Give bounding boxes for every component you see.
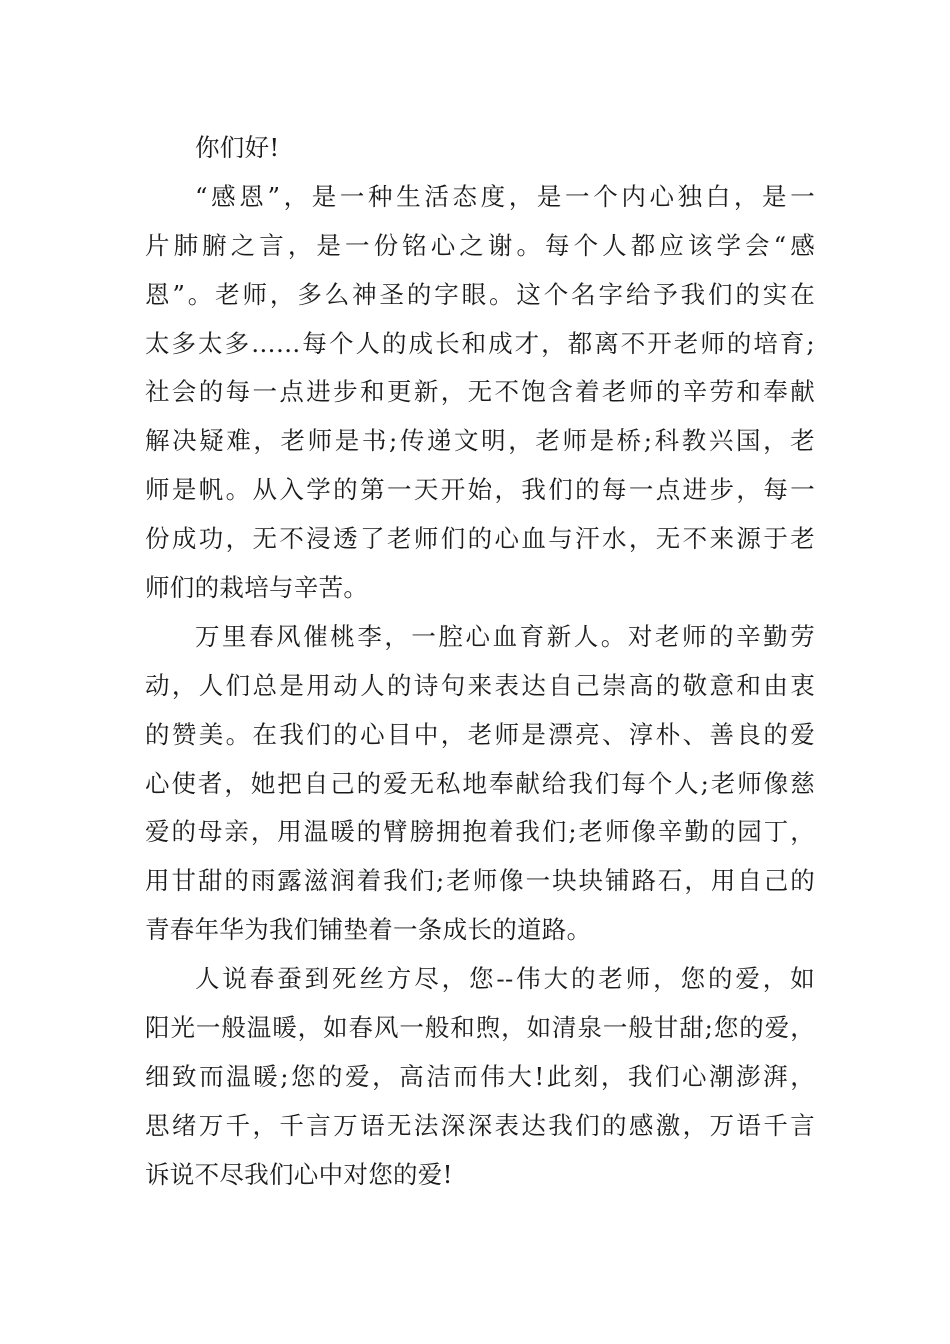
text-line: 用甘甜的雨露滋润着我们;老师像一块块铺路石，用自己的	[145, 866, 815, 896]
document-body	[145, 124, 815, 1200]
text-line: 动，人们总是用动人的诗句来表达自己崇高的敬意和由衷	[145, 670, 815, 700]
text-line: 万里春风催桃李，一腔心血育新人。对老师的辛勤劳	[195, 621, 815, 651]
text-line: 恩”。老师，多么神圣的字眼。这个名字给予我们的实在	[145, 279, 815, 309]
text-line: 社会的每一点进步和更新，无不饱含着老师的辛劳和奉献	[145, 377, 815, 407]
text-line: 太多太多……每个人的成长和成才，都离不开老师的培育;	[145, 328, 815, 358]
text-line: 人说春蚕到死丝方尽，您--伟大的老师，您的爱，如	[195, 964, 815, 994]
text-line: 解决疑难，老师是书;传递文明，老师是桥;科教兴国，老	[145, 426, 815, 456]
text-line: 师是帆。从入学的第一天开始，我们的每一点进步，每一	[145, 475, 815, 505]
text-line: 细致而温暖;您的爱，高洁而伟大!此刻，我们心潮澎湃，	[145, 1061, 815, 1091]
text-line: 诉说不尽我们心中对您的爱!	[145, 1159, 453, 1189]
text-line: 份成功，无不浸透了老师们的心血与汗水，无不来源于老	[145, 524, 815, 554]
text-line: 阳光一般温暖，如春风一般和煦，如清泉一般甘甜;您的爱，	[145, 1013, 815, 1043]
text-line: 你们好!	[195, 133, 280, 162]
text-line: 师们的栽培与辛苦。	[145, 573, 369, 603]
text-line: 片肺腑之言，是一份铭心之谢。每个人都应该学会“感	[145, 230, 815, 260]
text-line: 心使者，她把自己的爱无私地奉献给我们每个人;老师像慈	[145, 768, 815, 798]
text-line: “感恩”，是一种生活态度，是一个内心独白，是一	[195, 181, 815, 211]
text-line: 青春年华为我们铺垫着一条成长的道路。	[145, 915, 592, 945]
text-line: 爱的母亲，用温暖的臂膀拥抱着我们;老师像辛勤的园丁，	[145, 817, 815, 847]
text-line: 的赞美。在我们的心目中，老师是漂亮、淳朴、善良的爱	[145, 719, 815, 749]
text-line: 思绪万千，千言万语无法深深表达我们的感激，万语千言	[145, 1110, 815, 1140]
